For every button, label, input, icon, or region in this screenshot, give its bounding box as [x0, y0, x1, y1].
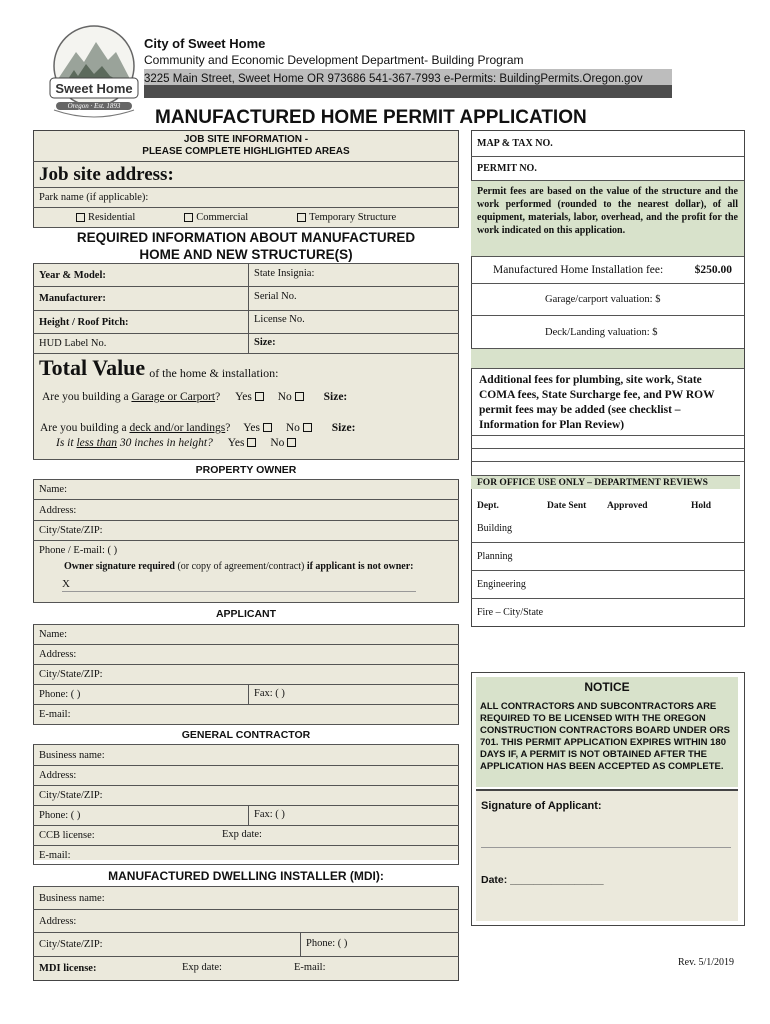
mdi-business-name-field[interactable]: Business name: [33, 886, 459, 909]
garage-no-checkbox[interactable] [295, 392, 304, 401]
height-yes-checkbox[interactable] [247, 438, 256, 447]
fee-explanation: Permit fees are based on the value of the structure and the work performed (rounded to the nearest dollar), of all equipment, materials, labor, overhead, and the profit for the work indicated on this application. [471, 180, 744, 256]
logo-tagline: Oregon · Est. 1893 [56, 102, 132, 110]
notice-text: ALL CONTRACTORS AND SUBCONTRACTORS ARE REQUIRED TO BE LICENSED WITH THE OREGON CONSTRUCTION CONTRACTORS BOARD UNDER ORS 701. THIS PERMIT APPLICATION EXPIRES WITHIN 180 DAYS IF, A PERMIT IS NOT OBTAINED AFTER THE APPLICATION HAS BEEN ACCEPTED AS COMPLETE. [480, 701, 730, 772]
owner-name-field[interactable]: Name: [33, 479, 459, 499]
property-owner-header: PROPERTY OWNER [33, 459, 459, 479]
applicant-name-field[interactable]: Name: [33, 624, 459, 644]
garage-question: Are you building a Garage or Carport? Yes No Size: [42, 391, 348, 403]
owner-phone-field[interactable]: Phone / E-mail: ( ) [33, 540, 459, 559]
deck-yes-checkbox[interactable] [263, 423, 272, 432]
mdi-address-field[interactable]: Address: [33, 909, 459, 932]
park-name-field[interactable]: Park name (if applicable): [33, 187, 459, 207]
page-title: MANUFACTURED HOME PERMIT APPLICATION [155, 107, 587, 128]
serial-no-field[interactable]: Serial No. [254, 291, 297, 302]
applicant-city-field[interactable]: City/State/ZIP: [33, 664, 459, 684]
deck-question: Are you building a deck and/or landings? Yes No Size: [40, 422, 356, 434]
deck-no-checkbox[interactable] [303, 423, 312, 432]
residential-checkbox[interactable] [76, 213, 85, 222]
mdi-phone-field[interactable]: Phone: ( ) [306, 938, 348, 949]
manufacturer-field[interactable]: Manufacturer: [33, 286, 459, 310]
applicant-header: APPLICANT [33, 602, 459, 624]
gc-fax-field[interactable]: Fax: ( ) [254, 809, 285, 820]
garage-yes-checkbox[interactable] [255, 392, 264, 401]
gc-city-field[interactable]: City/State/ZIP: [33, 785, 459, 805]
department-name: Community and Economic Development Department- Building Program [144, 53, 524, 67]
applicant-fax-field[interactable]: Fax: ( ) [254, 688, 285, 699]
additional-fees-note: Additional fees for plumbing, site work, State COMA fees, State Surcharge fee, and PW ROW permit fees may be added (see checklist – Information for Plan Review) [471, 368, 744, 435]
address-text: 3225 Main Street, Sweet Home OR 973686 541-367-7993 e-Permits: BuildingPermits.Oregon.gov [144, 73, 643, 85]
gc-address-field[interactable]: Address: [33, 765, 459, 785]
gc-business-name-field[interactable]: Business name: [33, 744, 459, 765]
gc-exp-date-field[interactable]: Exp date: [222, 829, 262, 840]
applicant-email-field[interactable]: E-mail: [33, 704, 459, 724]
planning-review-row: Planning [471, 542, 744, 570]
gc-ccb-license-field[interactable]: CCB license: [33, 825, 459, 845]
engineering-review-row: Engineering [471, 570, 744, 598]
deck-height-question: Is it less than 30 inches in height? Yes No [56, 437, 299, 449]
address-bar [144, 69, 672, 85]
mdi-city-field[interactable]: City/State/ZIP: [33, 932, 459, 956]
applicant-date-field[interactable]: Date: ________________ [481, 874, 604, 886]
mdi-license-field[interactable]: MDI license: [33, 956, 459, 980]
owner-city-field[interactable]: City/State/ZIP: [33, 520, 459, 540]
state-insignia-field[interactable]: State Insignia: [254, 268, 315, 279]
structure-type-row: Residential Commercial Temporary Structure [33, 207, 459, 227]
height-no-checkbox[interactable] [287, 438, 296, 447]
fire-review-row: Fire – City/State [471, 598, 744, 626]
notice-title: NOTICE [584, 680, 630, 694]
building-review-row: Building [477, 523, 513, 534]
commercial-checkbox[interactable] [184, 213, 193, 222]
applicant-signature-line[interactable] [481, 846, 731, 848]
jobsite-section-header: JOB SITE INFORMATION - PLEASE COMPLETE HIGHLIGHTED AREAS [142, 134, 350, 157]
required-info-header: REQUIRED INFORMATION ABOUT MANUFACTURED HOME AND NEW STRUCTURE(S) [33, 227, 459, 263]
installation-fee-row: Manufactured Home Installation fee: $250.00 [471, 256, 744, 283]
office-column-headers: Dept. Date Sent Approved Hold [477, 501, 712, 511]
total-value-field[interactable]: Total Value of the home & installation: [33, 353, 459, 383]
applicant-address-field[interactable]: Address: [33, 644, 459, 664]
general-contractor-header: GENERAL CONTRACTOR [33, 724, 459, 744]
city-name: City of Sweet Home [144, 36, 266, 51]
office-use-header: FOR OFFICE USE ONLY – DEPARTMENT REVIEWS [471, 475, 740, 489]
owner-signature-note: Owner signature required (or copy of agreement/contract) if applicant is not owner: [64, 561, 414, 572]
license-no-field[interactable]: License No. [254, 314, 305, 325]
job-site-address-field[interactable]: Job site address: [33, 161, 459, 187]
gc-email-field[interactable]: E-mail: [33, 845, 459, 864]
height-roof-field[interactable]: Height / Roof Pitch: [33, 310, 459, 333]
logo-text: Sweet Home [55, 81, 133, 96]
temporary-structure-checkbox[interactable] [297, 213, 306, 222]
deck-valuation-field[interactable]: Deck/Landing valuation: $ [471, 315, 744, 348]
mdi-exp-date-field[interactable]: Exp date: [182, 962, 222, 973]
city-logo [46, 24, 142, 120]
gc-phone-field[interactable]: Phone: ( ) [33, 805, 459, 825]
applicant-signature-label: Signature of Applicant: [481, 800, 602, 812]
mdi-header: MANUFACTURED DWELLING INSTALLER (MDI): [33, 864, 459, 886]
header-dark-bar [144, 85, 672, 98]
applicant-phone-field[interactable]: Phone: ( ) [33, 684, 459, 704]
size-field[interactable]: Size: [254, 337, 276, 348]
year-model-field[interactable]: Year & Model: [33, 263, 459, 286]
map-tax-field[interactable]: MAP & TAX NO. [477, 138, 553, 149]
owner-signature-line[interactable]: X [62, 578, 416, 592]
mdi-email-field[interactable]: E-mail: [294, 962, 326, 973]
revision-date: Rev. 5/1/2019 [678, 957, 735, 968]
hud-label-field[interactable]: HUD Label No. [33, 333, 459, 353]
permit-no-field[interactable]: PERMIT NO. [471, 156, 744, 180]
garage-valuation-field[interactable]: Garage/carport valuation: $ [471, 283, 744, 315]
owner-address-field[interactable]: Address: [33, 499, 459, 520]
green-spacer-row [471, 348, 744, 368]
